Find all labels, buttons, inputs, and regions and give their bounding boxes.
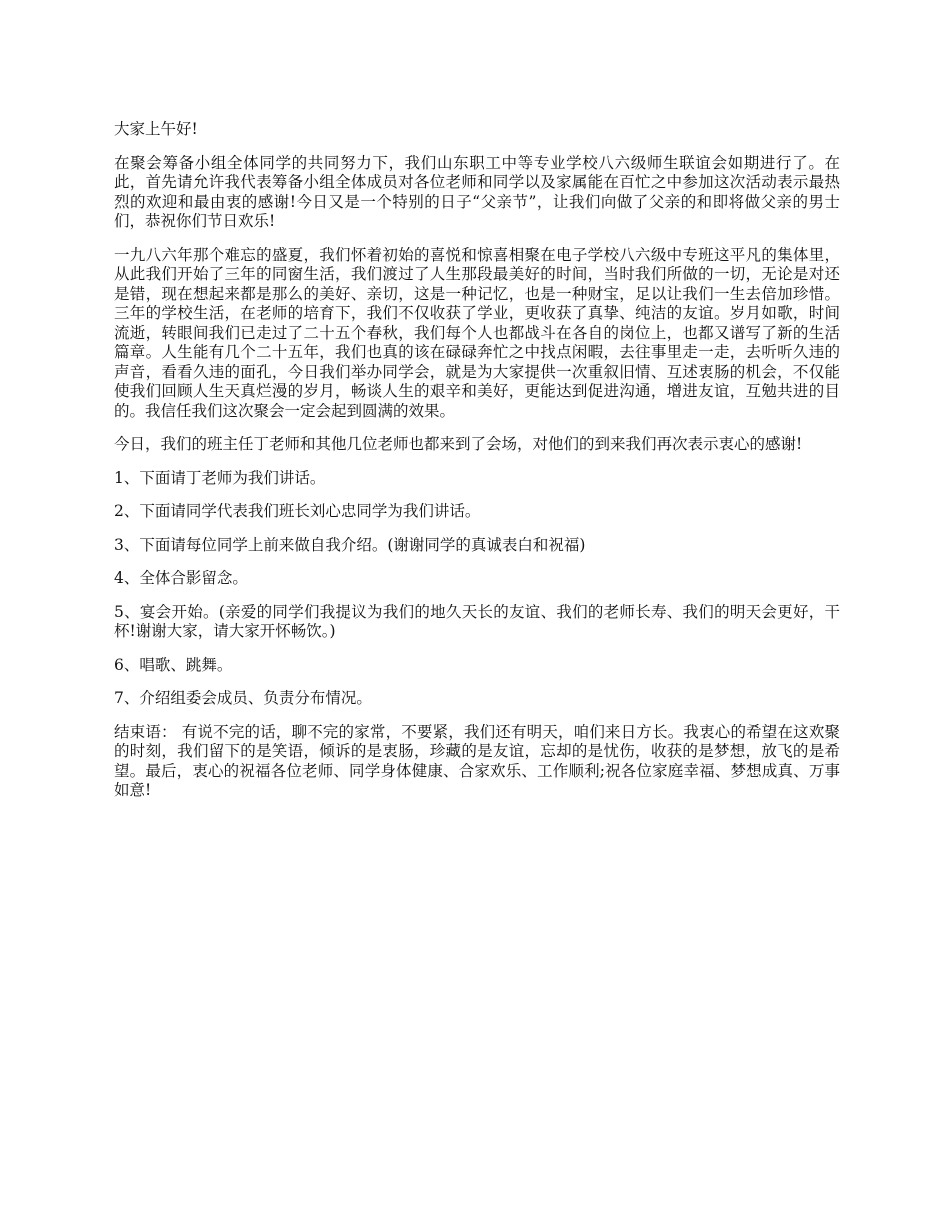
agenda-item-2: 2、下面请同学代表我们班长刘心忠同学为我们讲话。: [114, 502, 481, 520]
document-body: [114, 120, 840, 815]
agenda-item-3: 3、下面请每位同学上前来做自我介绍。(谢谢同学的真诚表白和祝福): [114, 535, 586, 554]
agenda-item-6: 6、唱歌、跳舞。: [114, 655, 233, 674]
agenda-item-4: 4、全体合影留念。: [114, 569, 248, 587]
agenda-item-7: 7、介绍组委会成员、负责分布情况。: [114, 689, 372, 707]
teachers-thanks-paragraph: 今日，我们的班主任丁老师和其他几位老师也都来到了会场，对他们的到来我们再次表示衷心的感谢!: [114, 435, 803, 453]
closing-paragraph: 结束语： 有说不完的话，聊不完的家常，不要紧，我们还有明天，咱们来日方长。我衷心的希望在这欢聚的时刻，我们留下的是笑语，倾诉的是衷肠，珍藏的是友谊，忘却的是忧伤，收获的是梦想，放飞的是希望。最后，衷心的祝福各位老师、同学身体健康、合家欢乐、工作顺利;祝各位家庭幸福、梦想成真、万事如意!: [114, 722, 840, 799]
memories-paragraph: 一九八六年那个难忘的盛夏，我们怀着初始的喜悦和惊喜相聚在电子学校八六级中专班这平凡的集体里，从此我们开始了三年的同窗生活，我们渡过了人生那段最美好的时间，当时我们所做的一切，无论是对还是错，现在想起来都是那么的美好、亲切，这是一种记忆，也是一种财宝，足以让我们一生去倍加珍惜。三年的学校生活，在老师的培育下，我们不仅收获了学业，更收获了真挚、纯洁的友谊。岁月如歌，时间流逝，转眼间我们已走过了二十五个春秋，我们每个人也都战斗在各自的岗位上，也都又谱写了新的生活篇章。人生能有几个二十五年，我们也真的该在碌碌奔忙之中找点闲暇，去往事里走一走，去听听久违的声音，看看久违的面孔，今日我们举办同学会，就是为大家提供一次重叙旧情、互述衷肠的机会，不仅能使我们回顾人生天真烂漫的岁月，畅谈人生的艰辛和美好，更能达到促进沟通，增进友谊，互勉共进的目的。我信任我们这次聚会一定会起到圆满的效果。: [114, 245, 840, 420]
agenda-item-1: 1、下面请丁老师为我们讲话。: [114, 468, 326, 487]
greeting-paragraph: 大家上午好!: [114, 120, 198, 138]
opening-paragraph: 在聚会筹备小组全体同学的共同努力下，我们山东职工中等专业学校八六级师生联谊会如期进行了。在此，首先请允许我代表筹备小组全体成员对各位老师和同学以及家属能在百忙之中参加这次活动表示最热烈的欢迎和最由衷的感谢!今日又是一个特别的日子“父亲节”，让我们向做了父亲的和即将做父亲的男士们，恭祝你们节日欢乐!: [114, 153, 840, 230]
agenda-item-5: 5、宴会开始。(亲爱的同学们我提议为我们的地久天长的友谊、我们的老师长寿、我们的明天会更好，干杯!谢谢大家，请大家开怀畅饮。): [114, 602, 840, 640]
